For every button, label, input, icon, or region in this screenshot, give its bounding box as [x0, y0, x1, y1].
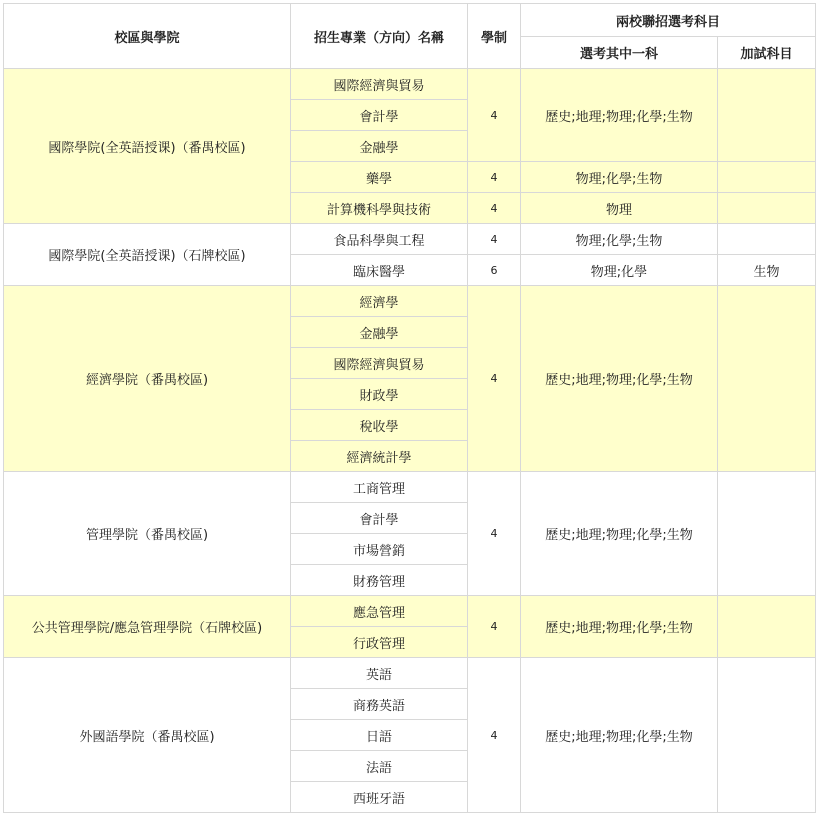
extra-cell: [718, 286, 816, 472]
major-cell: 藥學: [291, 162, 468, 193]
extra-cell: [718, 69, 816, 162]
years-cell: 4: [468, 286, 521, 472]
college-cell: 國際學院(全英語授课)（石牌校區): [4, 224, 291, 286]
subjects-cell: 歷史;地理;物理;化學;生物: [521, 658, 718, 813]
table-row: [4, 472, 816, 503]
table-row: [4, 596, 816, 627]
college-cell: 外國語學院（番禺校區): [4, 658, 291, 813]
years-cell: 4: [468, 658, 521, 813]
college-cell: 管理學院（番禺校區): [4, 472, 291, 596]
years-cell: 6: [468, 255, 521, 286]
extra-cell: 生物: [718, 255, 816, 286]
major-cell: 財政學: [291, 379, 468, 410]
major-cell: 法語: [291, 751, 468, 782]
extra-cell: [718, 224, 816, 255]
subjects-cell: 物理: [521, 193, 718, 224]
header-college: 校區與學院: [4, 4, 291, 69]
major-cell: 英語: [291, 658, 468, 689]
major-cell: 應急管理: [291, 596, 468, 627]
major-cell: 食品科學與工程: [291, 224, 468, 255]
subjects-cell: 物理;化學: [521, 255, 718, 286]
major-cell: 國際經濟與貿易: [291, 69, 468, 100]
years-cell: 4: [468, 472, 521, 596]
college-cell: 國際學院(全英語授课)（番禺校區): [4, 69, 291, 224]
years-cell: 4: [468, 69, 521, 162]
header-choose-one: 選考其中一科: [521, 37, 718, 69]
major-cell: 臨床醫學: [291, 255, 468, 286]
major-cell: 工商管理: [291, 472, 468, 503]
years-cell: 4: [468, 596, 521, 658]
major-cell: 計算機科學與技術: [291, 193, 468, 224]
major-cell: 會計學: [291, 503, 468, 534]
major-cell: 經濟學: [291, 286, 468, 317]
years-cell: 4: [468, 193, 521, 224]
major-cell: 經濟統計學: [291, 441, 468, 472]
admission-table: [3, 3, 816, 813]
major-cell: 金融學: [291, 317, 468, 348]
table-row: [4, 286, 816, 317]
major-cell: 商務英語: [291, 689, 468, 720]
subjects-cell: 歷史;地理;物理;化學;生物: [521, 69, 718, 162]
table-row: [4, 658, 816, 689]
major-cell: 市場營銷: [291, 534, 468, 565]
extra-cell: [718, 596, 816, 658]
major-cell: 日語: [291, 720, 468, 751]
college-cell: 公共管理學院/應急管理學院（石牌校區): [4, 596, 291, 658]
extra-cell: [718, 658, 816, 813]
extra-cell: [718, 472, 816, 596]
subjects-cell: 歷史;地理;物理;化學;生物: [521, 596, 718, 658]
major-cell: 行政管理: [291, 627, 468, 658]
header-extra-subject: 加試科目: [718, 37, 816, 69]
subjects-cell: 物理;化學;生物: [521, 162, 718, 193]
years-cell: 4: [468, 162, 521, 193]
major-cell: 稅收學: [291, 410, 468, 441]
header-joint-subjects: 兩校聯招選考科目: [521, 4, 816, 37]
header-major: 招生專業（方向）名稱: [291, 4, 468, 69]
college-cell: 經濟學院（番禺校區): [4, 286, 291, 472]
extra-cell: [718, 193, 816, 224]
major-cell: 會計學: [291, 100, 468, 131]
major-cell: 金融學: [291, 131, 468, 162]
subjects-cell: 歷史;地理;物理;化學;生物: [521, 286, 718, 472]
header-years: 學制: [468, 4, 521, 69]
years-cell: 4: [468, 224, 521, 255]
table-row: [4, 224, 816, 255]
table-row: [4, 69, 816, 100]
subjects-cell: 物理;化學;生物: [521, 224, 718, 255]
extra-cell: [718, 162, 816, 193]
major-cell: 西班牙語: [291, 782, 468, 813]
subjects-cell: 歷史;地理;物理;化學;生物: [521, 472, 718, 596]
major-cell: 國際經濟與貿易: [291, 348, 468, 379]
major-cell: 財務管理: [291, 565, 468, 596]
